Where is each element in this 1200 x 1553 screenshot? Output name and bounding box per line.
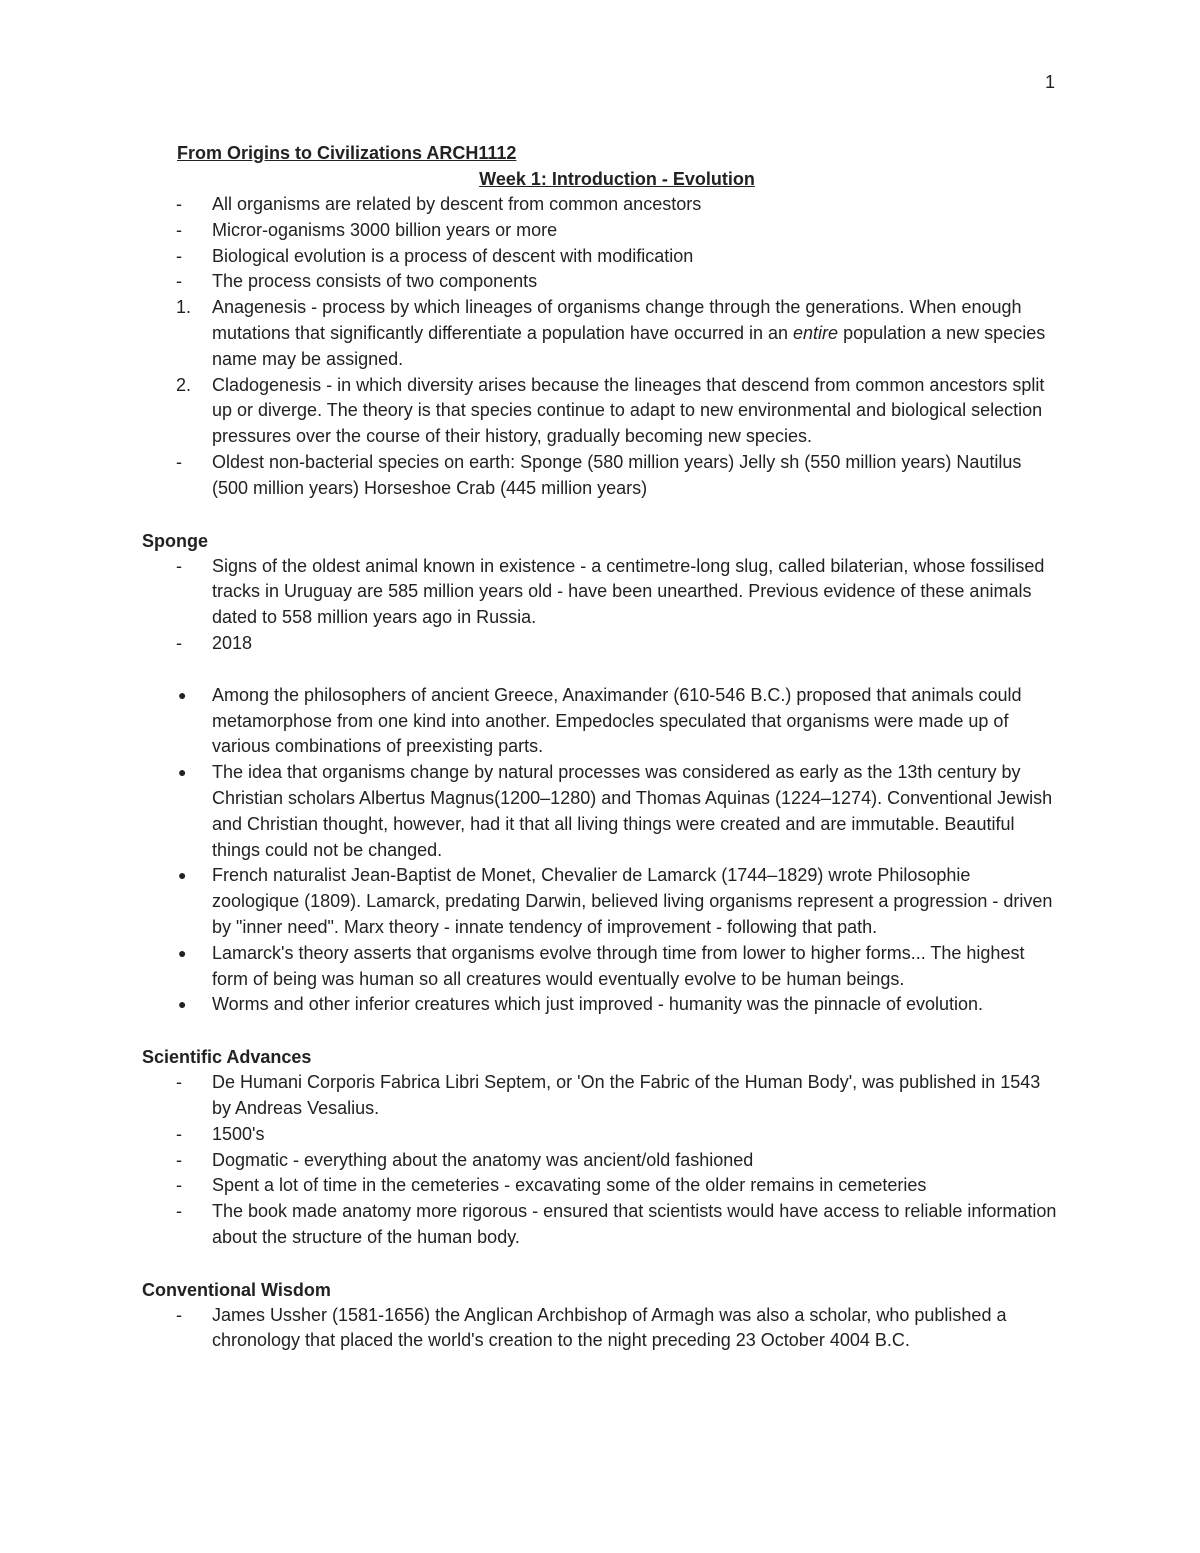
list-item	[142, 450, 1062, 502]
list-marker: -	[176, 451, 182, 472]
bullet-icon: ●	[178, 944, 187, 961]
list-item	[142, 244, 1062, 270]
list-marker: -	[176, 1149, 182, 1170]
bullet-item-text: Worms and other inferior creatures which just improved - humanity was the pinnacle of evolution.	[212, 994, 984, 1015]
bullet-icon: ●	[178, 764, 187, 781]
list-marker: -	[176, 1123, 182, 1144]
list-item	[142, 192, 1062, 218]
anagenesis-text-end: population a new species name may be assigned.	[212, 322, 1046, 369]
section-heading-conventional-wisdom: Conventional Wisdom	[142, 1279, 331, 1300]
list-item	[142, 1070, 1062, 1122]
intro-list	[142, 192, 1062, 502]
bullet-item-text: Lamarck's theory asserts that organisms evolve through time from lower to higher forms... The highest form of being was human so all creatures would eventually evolve to be human beings.	[212, 942, 1025, 989]
anagenesis-text-start: Anagenesis - process by which lineages of organisms change through the generations. When enough mutations that significantly differentiate a population have occurred in an	[212, 297, 1022, 343]
document-title: From Origins to Civilizations ARCH1112	[177, 143, 517, 163]
list-item-text: Spent a lot of time in the cemeteries - excavating some of the older remains in cemeteries	[212, 1175, 927, 1196]
list-item	[142, 1173, 1062, 1199]
list-item-text: Cladogenesis - in which diversity arises because the lineages that descend from common ancestors split up or diverge. The theory is that species continue to adapt to new environmental and biological selection pressures over the course of their history, gradually becoming new species.	[212, 374, 1045, 447]
document-body	[142, 140, 1062, 1354]
bullet-icon: ●	[178, 867, 187, 884]
bullet-item-text: French naturalist Jean-Baptist de Monet, Chevalier de Lamarck (1744–1829) wrote Philosophie zoologique (1809). Lamarck, predating Darwin, believed living organisms represent a progression - driven by "inner need". Marx theory - innate tendency of improvement - following that path.	[212, 865, 1053, 937]
list-item	[142, 1148, 1062, 1174]
bullet-item-text: The idea that organisms change by natural processes was considered as early as the 13th century by Christian scholars Albertus Magnus(1200–1280) and Thomas Aquinas (1224–1274). Conventional Jewish and Christian thought, however, had it that all living things were created and are immutable. Beautiful things could not be changed.	[212, 762, 1053, 860]
bullet-item	[142, 760, 1062, 863]
blank-line	[142, 657, 1062, 683]
bullet-item	[142, 863, 1062, 940]
scientific-advances-list	[142, 1070, 1062, 1251]
list-item	[142, 1199, 1062, 1251]
list-item-text: Signs of the oldest animal known in existence - a centimetre-long slug, called bilaterian, whose fossilised tracks in Uruguay are 585 million years old - have been unearthed. Previous evidence of these animals dated to 558 million years ago in Russia.	[212, 555, 1045, 628]
list-marker: 2.	[176, 374, 192, 395]
list-item-text: The process consists of two components	[212, 271, 538, 292]
list-item-cladogenesis	[142, 373, 1062, 450]
list-marker: -	[176, 632, 182, 653]
list-marker: -	[176, 1072, 182, 1093]
list-item-text: Biological evolution is a process of descent with modification	[212, 245, 694, 266]
list-item	[142, 218, 1062, 244]
list-item	[142, 631, 1062, 657]
bullet-icon: ●	[178, 996, 187, 1013]
list-item	[142, 554, 1062, 631]
list-marker: -	[176, 555, 182, 576]
list-marker: -	[176, 271, 182, 292]
bullet-item	[142, 992, 1062, 1018]
list-item-text: Dogmatic - everything about the anatomy was ancient/old fashioned	[212, 1149, 754, 1170]
list-item-text: 1500's	[212, 1123, 265, 1144]
list-item-text: De Humani Corporis Fabrica Libri Septem, or 'On the Fabric of the Human Body', was published in 1543 by Andreas Vesalius.	[212, 1072, 1041, 1118]
list-marker: -	[176, 1201, 182, 1222]
list-marker: -	[176, 194, 182, 214]
list-marker: -	[176, 1175, 182, 1196]
bullet-item	[142, 941, 1062, 993]
bullet-item-text: Among the philosophers of ancient Greece, Anaximander (610-546 B.C.) proposed that animals could metamorphose from one kind into another. Empedocles speculated that organisms were made up of various combinations of preexisting parts.	[212, 684, 1022, 757]
conventional-wisdom-list	[142, 1303, 1062, 1355]
list-item-text: 2018	[212, 632, 253, 653]
bullet-icon: ●	[178, 686, 187, 703]
bullet-list	[142, 683, 1062, 1018]
sponge-list	[142, 554, 1062, 657]
list-item-text: Micror-oganisms 3000 billion years or more	[212, 219, 558, 240]
list-item	[142, 269, 1062, 295]
list-item-text: The book made anatomy more rigorous - ensured that scientists would have access to reliable information about the structure of the human body.	[212, 1201, 1057, 1247]
list-item-text: All organisms are related by descent from common ancestors	[212, 194, 702, 214]
list-item-text: Oldest non-bacterial species on earth: Sponge (580 million years) Jelly sh (550 million years) Nautilus (500 million years) Horseshoe Crab (445 million years)	[212, 451, 1022, 498]
week-title: Week 1: Introduction - Evolution	[479, 169, 755, 189]
section-heading-sponge: Sponge	[142, 530, 208, 551]
list-item	[142, 1303, 1062, 1355]
list-marker: -	[176, 1304, 182, 1325]
list-marker: 1.	[176, 297, 192, 318]
list-marker: -	[176, 219, 182, 240]
list-item-text: James Ussher (1581-1656) the Anglican Archbishop of Armagh was also a scholar, who published a chronology that placed the world's creation to the night preceding 23 October 4004 B.C.	[212, 1304, 1007, 1351]
page-number: 1	[1045, 72, 1056, 92]
list-item	[142, 1122, 1062, 1148]
anagenesis-emphasis: entire	[793, 322, 839, 343]
list-item-anagenesis	[142, 295, 1062, 372]
list-marker: -	[176, 245, 182, 266]
bullet-item	[142, 683, 1062, 760]
section-heading-scientific-advances: Scientific Advances	[142, 1047, 312, 1068]
